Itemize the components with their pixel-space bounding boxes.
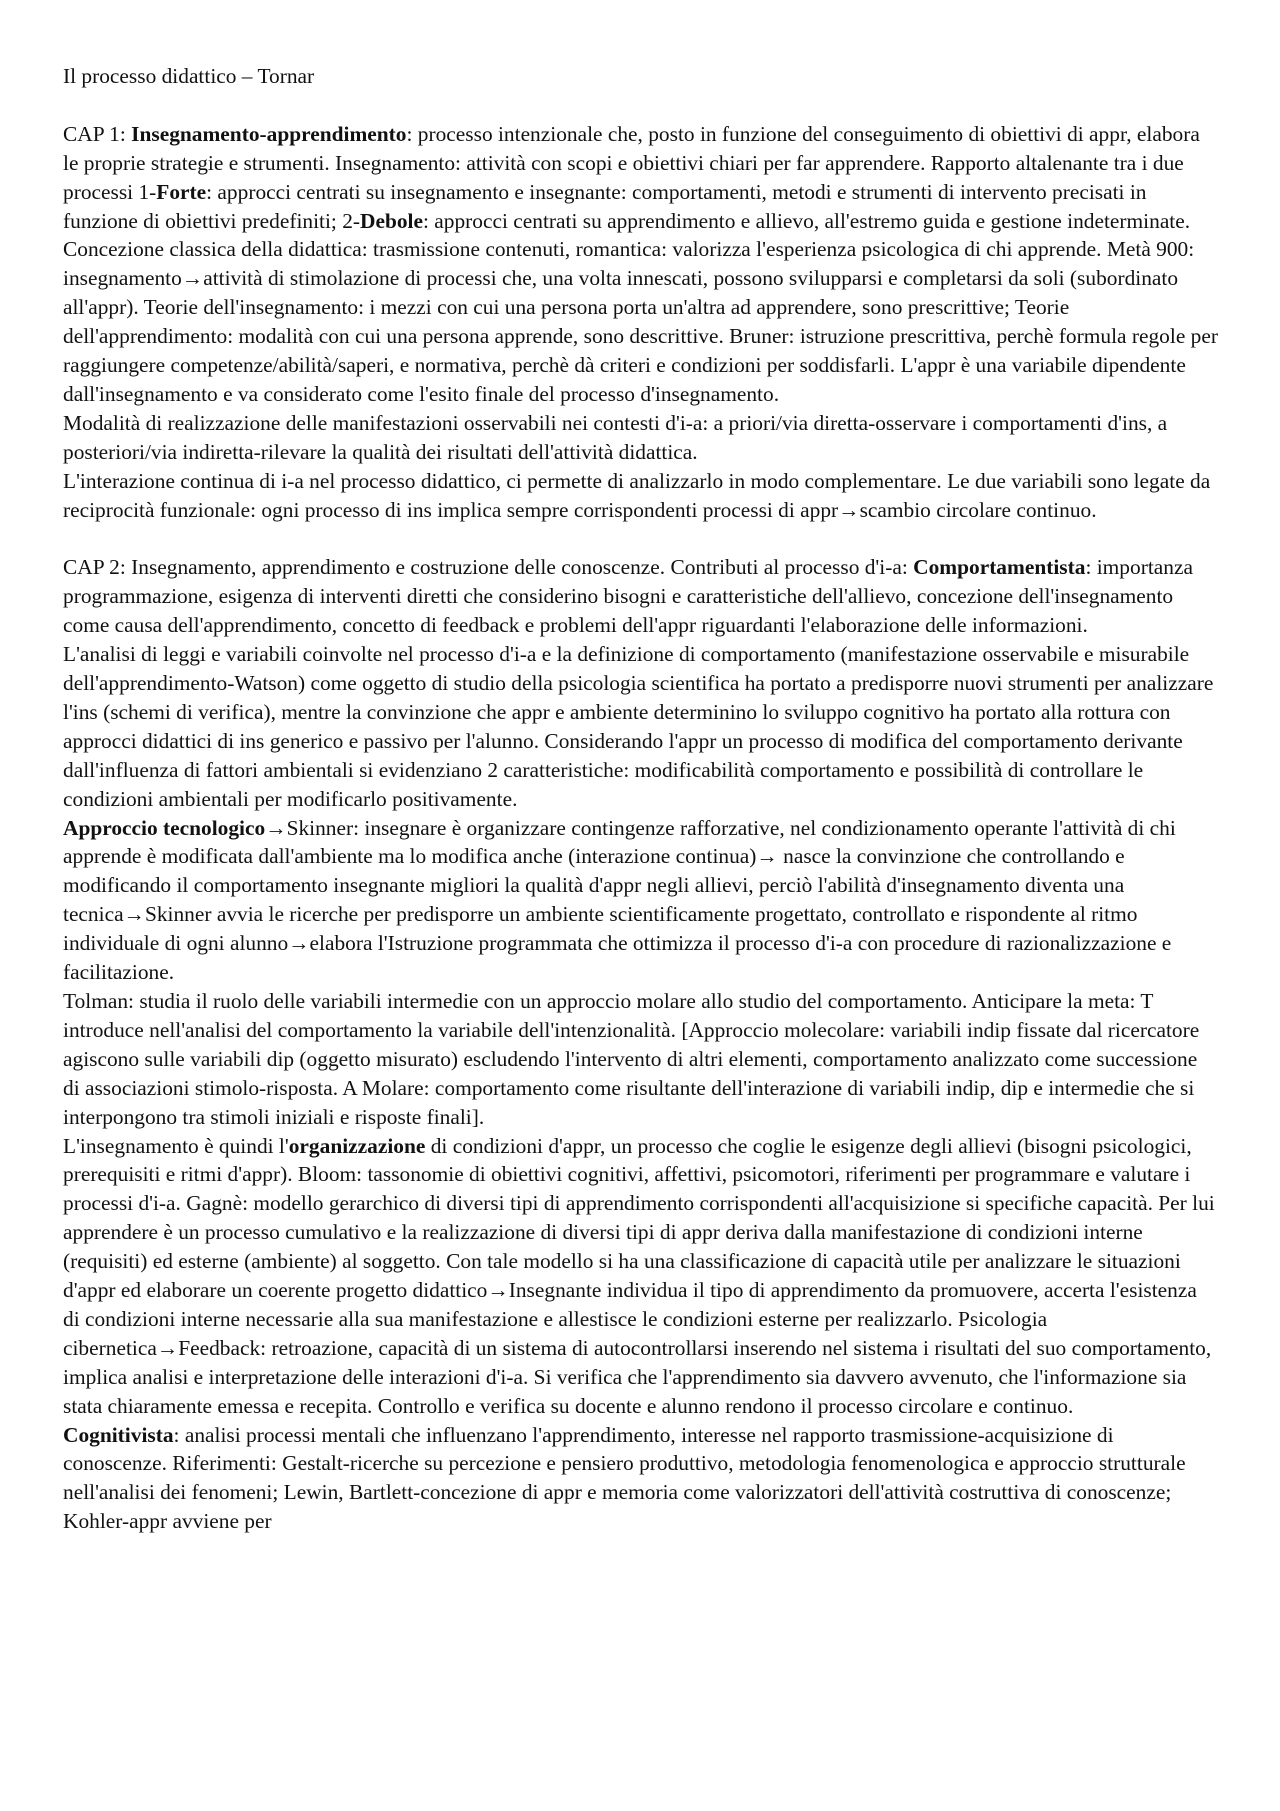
bold-term: Approccio tecnologico <box>63 815 266 840</box>
text-run: : processo intenzionale che, posto in funzione del conseguimento di obiettivi di appr, elabora le proprie strategie e strumenti. Insegnamento: attività con scopi e obiettivi chiari per far apprendere. Rapporto altalenante tra i due processi 1- <box>63 121 1200 204</box>
text-run: Tolman: studia il ruolo delle variabili intermedie con un approccio molare allo studio del comportamento. Anticipare la meta: T introduce nell'analisi del comportamento la variabile dell'intenzionalità. [Approccio molecolare: variabili indip fissate dal ricercatore agiscono sulle variabili dip (oggetto misurato) escludendo l'intervento di altri elementi, comportamento analizzato come successione di associazioni stimolo-risposta. A Molare: comportamento come risultante dell'interazione di variabili indip, dip e intermedie che si interpongono tra stimoli iniziali e risposte finali]. <box>63 988 1200 1129</box>
text-run: : analisi processi mentali che influenzano l'apprendimento, interesse nel rapporto trasmissione-acquisizione di conoscenze. Riferimenti: Gestalt-ricerche su percezione e pensiero produttivo, metodologia fenomenologica e approccio strutturale nell'analisi dei fenomeni; Lewin, Bartlett-concezione di appr e memoria come valorizzatori dell'attività costruttiva di conoscenze; Kohler-appr avviene per <box>63 1422 1186 1534</box>
text-run: →Skinner: insegnare è organizzare contingenze rafforzative, nel condizionamento operante l'attività di chi apprende è modificata dall'ambiente ma lo modifica anche (interazione continua)→ nasce la convinzione che controllando e modificando il comportamento insegnante migliori la qualità d'appr negli allievi, perciò l'abilità d'insegnamento diventa una tecnica→Skinner avvia le ricerche per predisporre un ambiente scientificamente progettato, controllato e rispondente al ritmo individuale di ogni alunno→elabora l'Istruzione programmata che ottimizza il processo d'i-a con procedure di razionalizzazione e facilitazione. <box>63 815 1176 985</box>
text-run: : importanza programmazione, esigenza di interventi diretti che considerino bisogni e caratteristiche dell'allievo, concezione dell'insegnamento come causa dell'apprendimento, concetto di feedback e problemi dell'appr riguardanti l'elaborazione delle informazioni. <box>63 555 1193 638</box>
paragraph <box>63 553 1218 640</box>
bold-term: Cognitivista <box>63 1422 174 1447</box>
document-title: Il processo didattico – Tornar <box>63 64 315 88</box>
paragraph <box>63 640 1218 813</box>
paragraph <box>63 409 1218 467</box>
text-run: di condizioni d'appr, un processo che coglie le esigenze degli allievi (bisogni psicologici, prerequisiti e ritmi d'appr). Bloom: tassonomie di obiettivi cognitivi, affettivi, psicomotori, riferimenti per programmare e valutare i processi d'i-a. Gagnè: modello gerarchico di diversi tipi di apprendimento corrispondenti all'acquisizione si specifiche capacità. Per lui apprendere è un processo cumulativo e la realizzazione di diversi tipi di appr deriva dalla manifestazione di condizioni interne (requisiti) ed esterne (ambiente) al soggetto. Con tale modello si ha una classificazione di capacità utile per analizzare le situazioni d'appr ed elaborare un coerente progetto didattico→Insegnante individua il tipo di apprendimento da promuovere, accerta l'esistenza di condizioni interne necessarie alla sua manifestazione e allestisce le condizioni esterne per realizzarlo. Psicologia cibernetica→Feedback: retroazione, capacità di un sistema di autocontrollarsi inserendo nel sistema i risultati del suo comportamento, implica analisi e interpretazione delle interazioni d'i-a. Si verifica che l'apprendimento sia davvero avvenuto, che l'informazione sia stata chiaramente emessa e recepita. Controllo e verifica su docente e alunno rendono il processo circolare e continuo. <box>63 1133 1215 1418</box>
text-run: L'insegnamento è quindi l' <box>63 1133 289 1158</box>
paragraph <box>63 467 1218 525</box>
text-run: : approcci centrati su insegnamento e insegnante: comportamenti, metodi e strumenti di intervento precisati in funzione di obiettivi predefiniti; 2- <box>63 179 1147 233</box>
text-run: CAP 2: Insegnamento, apprendimento e costruzione delle conoscenze. Contributi al processo d'i-a: <box>63 555 914 580</box>
chapter-1 <box>63 120 1218 525</box>
chapter-separator <box>63 524 1218 553</box>
chapter-2 <box>63 553 1218 1536</box>
paragraph <box>63 987 1218 1132</box>
paragraph <box>63 1132 1218 1421</box>
text-run: L'analisi di leggi e variabili coinvolte nel processo d'i-a e la definizione di comportamento (manifestazione osservabile e misurabile dell'apprendimento-Watson) come oggetto di studio della psicologia scientifica ha portato a predisporre nuovi strumenti per analizzare l'ins (schemi di verifica), mentre la convinzione che appr e ambiente determinino lo sviluppo cognitivo ha portato alla rottura con approcci didattici di ins generico e passivo per l'alunno. Considerando l'appr un processo di modifica del comportamento derivante dall'influenza di fattori ambientali si evidenziano 2 caratteristiche: modificabilità comportamento e possibilità di controllare le condizioni ambientali per modificarlo positivamente. <box>63 642 1214 811</box>
bold-term: organizzazione <box>288 1133 426 1158</box>
paragraph <box>63 814 1218 987</box>
bold-term: Comportamentista <box>913 555 1086 580</box>
text-run: CAP 1: <box>63 121 132 146</box>
text-run: Modalità di realizzazione delle manifestazioni osservabili nei contesti d'i-a: a priori/via diretta-osservare i comportamenti d'ins, a posteriori/via indiretta-rilevare la qualità dei risultati dell'attività didattica. <box>63 410 1168 464</box>
paragraph <box>63 120 1218 409</box>
paragraph <box>63 1421 1218 1537</box>
text-run: L'interazione continua di i-a nel processo didattico, ci permette di analizzarlo in modo complementare. Le due variabili sono legate da reciprocità funzionale: ogni processo di ins implica sempre corrispondenti processi di appr→scambio circolare continuo. <box>63 468 1211 522</box>
bold-term: Insegnamento-apprendimento <box>131 121 407 146</box>
bold-term: Forte <box>156 179 207 204</box>
bold-term: Debole <box>360 208 423 233</box>
text-run: : approcci centrati su apprendimento e allievo, all'estremo guida e gestione indeterminate. Concezione classica della didattica: trasmissione contenuti, romantica: valorizza l'esperienza psicologica di chi apprende. Metà 900: insegnamento→attività di stimolazione di processi che, una volta innescati, possono svilupparsi e completarsi da soli (subordinato all'appr). Teorie dell'insegnamento: i mezzi con cui una persona porta un'altra ad apprendere, sono prescrittive; Teorie dell'apprendimento: modalità con cui una persona apprende, sono descrittive. Bruner: istruzione prescrittiva, perchè formula regole per raggiungere competenze/abilità/saperi, e normativa, perchè dà criteri e condizioni per soddisfarli. L'appr è una variabile dipendente dall'insegnamento e va considerato come l'esito finale del processo d'insegnamento. <box>63 208 1218 406</box>
